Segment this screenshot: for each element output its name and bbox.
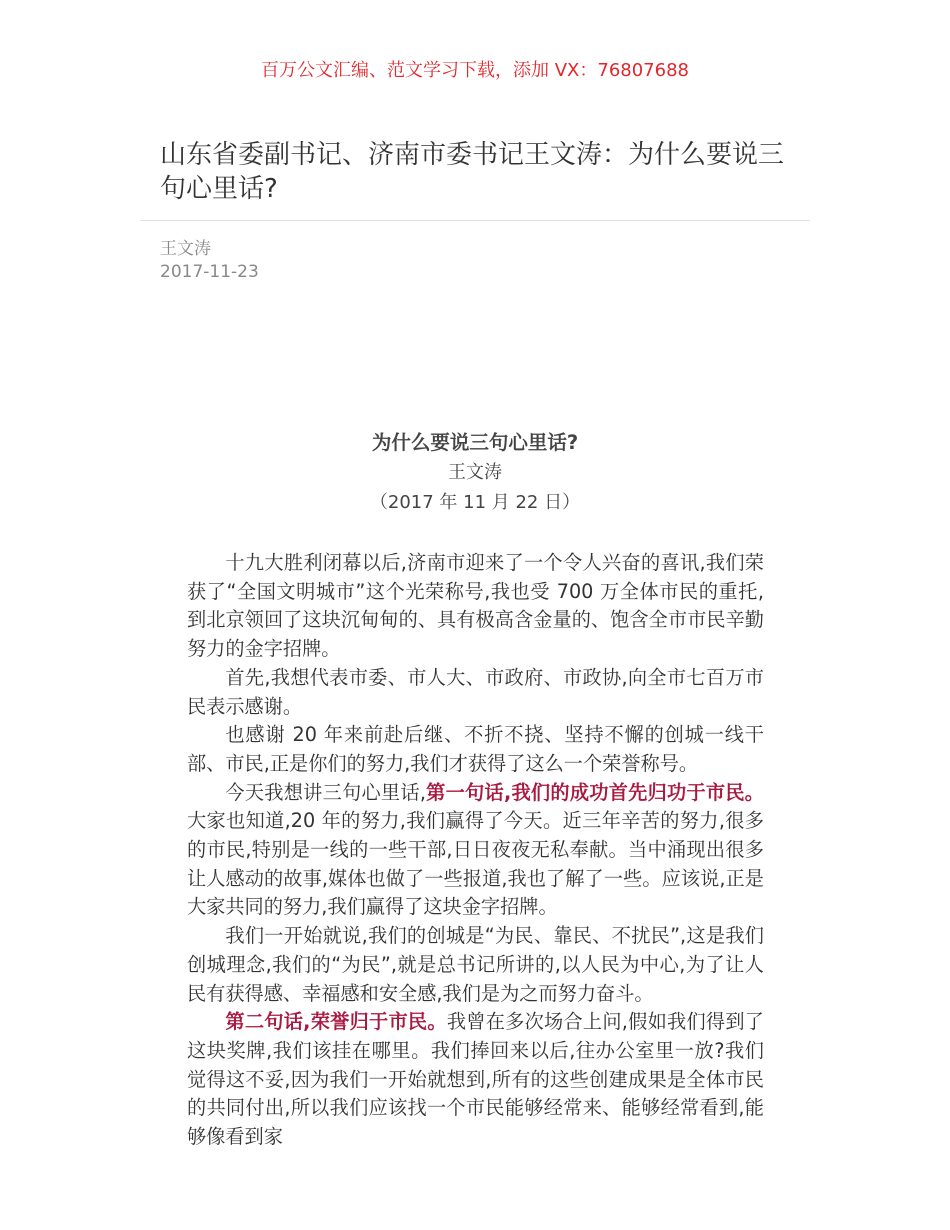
article-author: 王文涛 xyxy=(160,239,211,259)
paragraph: 也感谢 20 年来前赴后继、不折不挠、坚持不懈的创城一线干部、市民,正是你们的努力,我们才获得了这么一个荣誉称号。 xyxy=(187,723,764,775)
document-author: 王文涛 xyxy=(448,462,502,483)
article-date: 2017-11-23 xyxy=(160,262,259,282)
document-body xyxy=(187,549,764,1152)
paragraph-text: 我曾在多次场合上问,假如我们得到了这块奖牌,我们该挂在哪里。我们捧回来以后,往办公室里一放?我们觉得这不妥,因为我们一开始就想到,所有的这些创建成果是全体市民的共同付出,所以我们应该找一个市民能够经常来、能够经常看到,能够像看到家 xyxy=(187,1010,764,1149)
highlight-second-point: 第二句话,荣誉归于市民。 xyxy=(225,1010,447,1034)
paragraph xyxy=(187,1008,764,1152)
document-title: 为什么要说三句心里话? xyxy=(371,431,579,454)
document-header xyxy=(0,428,950,518)
article-meta xyxy=(160,238,259,284)
paragraph xyxy=(187,779,764,923)
title-divider xyxy=(140,220,810,221)
paragraph: 我们一开始就说,我们的创城是“为民、靠民、不扰民”,这是我们创城理念,我们的“为民”,就是总书记所讲的,以人民为中心,为了让人民有获得感、幸福感和安全感,我们是为之而努力奋斗。 xyxy=(187,924,764,1005)
highlight-first-point: 第一句话,我们的成功首先归功于市民。 xyxy=(425,780,764,804)
paragraph-text: 今天我想讲三句心里话, xyxy=(225,780,426,804)
paragraph-text: 大家也知道,20 年的努力,我们赢得了今天。近三年辛苦的努力,很多的市民,特别是一线的一些干部,日日夜夜无私奉献。当中涌现出很多让人感动的故事,媒体也做了一些报道,我也了解了一些。应该说,正是大家共同的努力,我们赢得了这块金字招牌。 xyxy=(187,809,764,919)
paragraph: 十九大胜利闭幕以后,济南市迎来了一个令人兴奋的喜讯,我们荣获了“全国文明城市”这个光荣称号,我也受 700 万全体市民的重托,到北京领回了这块沉甸甸的、具有极高含金量的、饱含全市市民辛勤努力的金字招牌。 xyxy=(187,551,764,661)
promo-banner: 百万公文汇编、范文学习下载，添加 VX：76807688 xyxy=(261,60,689,81)
article-title: 山东省委副书记、济南市委书记王文涛：为什么要说三句心里话? xyxy=(160,140,785,204)
document-date: （2017 年 11 月 22 日） xyxy=(369,492,581,513)
paragraph: 首先,我想代表市委、市人大、市政府、市政协,向全市七百万市民表示感谢。 xyxy=(187,665,764,718)
